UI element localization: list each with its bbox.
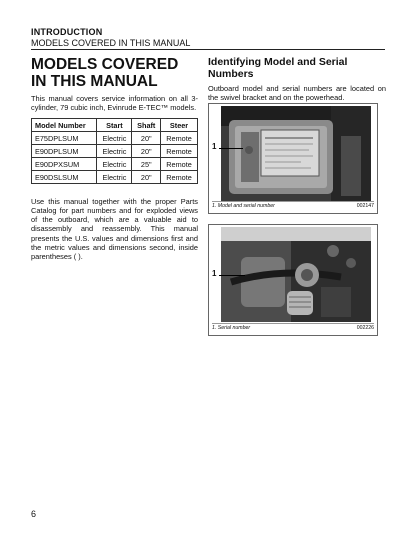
page-number: 6 — [31, 509, 37, 519]
figure-code: 002147 — [356, 203, 374, 209]
figure-model-serial — [208, 103, 378, 214]
table-cell: Electric — [97, 158, 132, 171]
table-cell: Remote — [161, 171, 198, 184]
figure-caption — [212, 203, 374, 209]
table-cell: Remote — [161, 145, 198, 158]
table-cell: Electric — [97, 132, 132, 145]
body-paragraph: Use this manual together with the proper Parts Catalog for part numbers and for exploded views of the outboard, which are a valuable aid to disassembly and reassembly. This manual presents the U.S. values and dimensions first and the metric values and dimensions second, inside parentheses ( ). — [31, 197, 198, 261]
table-cell: E90DSLSUM — [32, 171, 97, 184]
table-row — [32, 145, 198, 158]
table-cell: Electric — [97, 145, 132, 158]
caption-text: 1. Serial number — [212, 325, 251, 331]
column-header: Model Number — [32, 119, 97, 132]
page-title: MODELS COVERED IN THIS MANUAL — [31, 56, 179, 90]
right-column — [208, 56, 386, 102]
table-cell: E90DPXSUM — [32, 158, 97, 171]
figure-serial — [208, 224, 378, 336]
caption-divider — [212, 201, 374, 202]
table-cell: 20" — [132, 132, 161, 145]
table-cell: 25" — [132, 158, 161, 171]
table-header-row — [32, 119, 198, 132]
column-header: Start — [97, 119, 132, 132]
table-cell: Remote — [161, 158, 198, 171]
callout-leader — [219, 275, 245, 276]
swivel-bracket-photo — [221, 106, 371, 201]
intro-paragraph: This manual covers service information on all 3-cylinder, 79 cubic inch, Evinrude E-TEC™ models. — [31, 94, 198, 113]
column-header: Steer — [161, 119, 198, 132]
caption-divider — [212, 323, 374, 324]
table-row — [32, 158, 198, 171]
table-cell: 20" — [132, 145, 161, 158]
header-subtitle: MODELS COVERED IN THIS MANUAL — [31, 38, 191, 48]
table-row — [32, 132, 198, 145]
figure-code: 002226 — [356, 325, 374, 331]
table-row — [32, 171, 198, 184]
callout-number: 1 — [212, 269, 217, 278]
figure-caption — [212, 325, 374, 331]
table-cell: E90DPLSUM — [32, 145, 97, 158]
caption-text: 1. Model and serial number — [212, 203, 275, 209]
section-title: Identifying Model and Serial Numbers — [208, 56, 348, 80]
header-section: INTRODUCTION — [31, 27, 103, 37]
column-header: Shaft — [132, 119, 161, 132]
section-intro: Outboard model and serial numbers are located on the swivel bracket and on the powerhead. — [208, 84, 386, 103]
models-table — [31, 118, 198, 184]
left-column — [31, 56, 198, 261]
table-cell: Remote — [161, 132, 198, 145]
running-header — [31, 27, 385, 49]
callout-leader — [219, 148, 243, 149]
table-cell: Electric — [97, 171, 132, 184]
callout-number: 1 — [212, 142, 217, 151]
header-divider — [31, 49, 385, 50]
table-cell: E75DPLSUM — [32, 132, 97, 145]
table-cell: 20" — [132, 171, 161, 184]
